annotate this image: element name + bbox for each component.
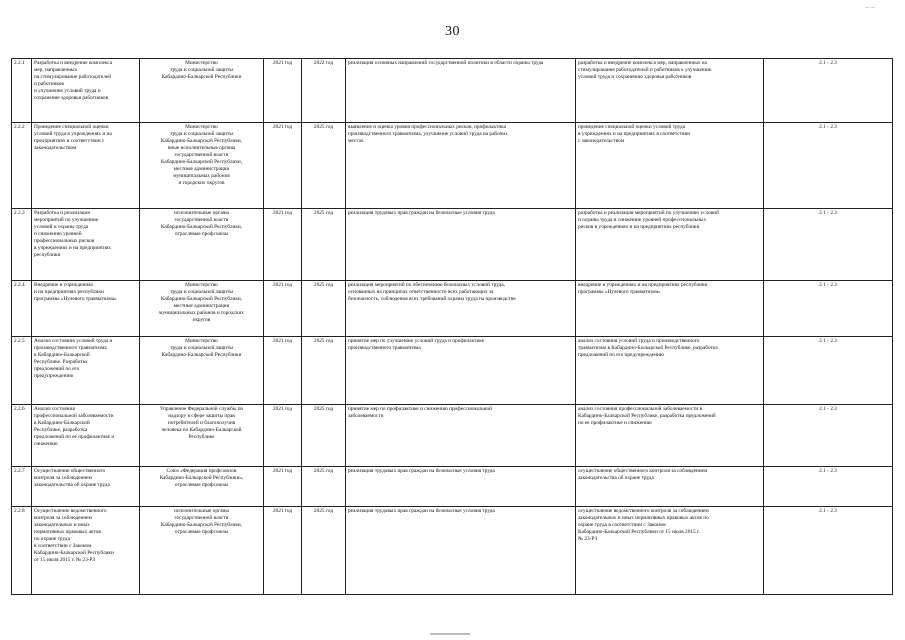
result-cell: анализ состояния условий труда и производственного травматизма в Кабардино-Балкарской Республике, разработка предложений по его предупреждению <box>576 337 764 405</box>
indicators-cell: 2.1 - 2.3 <box>764 123 893 209</box>
indicators-cell: 2.1 - 2.3 <box>764 467 893 507</box>
indicators-cell: 2.1 - 2.3 <box>764 209 893 281</box>
result-cell: разработка и внедрение комплекса мер, направленных на стимулирование работодателей и работников к улучшению условий труда и сохранению здоровья работников <box>576 59 764 123</box>
end-year-cell: 2022 год <box>302 59 346 123</box>
start-year-cell: 2021 год <box>264 337 302 405</box>
start-year-cell: 2021 год <box>264 59 302 123</box>
measure-cell: Осуществление общественного контроля за соблюдением законодательства об охране труда <box>32 467 140 507</box>
start-year-cell: 2021 год <box>264 281 302 337</box>
row-number: 2.2.1 <box>12 59 32 123</box>
direction-cell: принятие мер по профилактике и снижению профессиональной заболеваемости <box>346 405 576 467</box>
table-row <box>12 209 893 281</box>
measures-table <box>11 58 893 595</box>
measure-cell: Осуществление ведомственного контроля за соблюдением законодательных и иных нормативных правовых актов по охране труда в соответствии с Законом Кабардино-Балкарской Республики от 15 июля 2015 г. № 23-РЗ <box>32 507 140 595</box>
indicators-cell: 2.1 - 2.3 <box>764 507 893 595</box>
table-row <box>12 467 893 507</box>
table-row <box>12 507 893 595</box>
direction-cell: реализация основных направлений государственной политики в области охраны труда <box>346 59 576 123</box>
executor-cell: Министерство труда и социальной защиты Кабардино-Балкарской Республики, местные администрации муниципальных районов и городских округов <box>140 281 264 337</box>
page-number: 30 <box>445 24 460 39</box>
table-row <box>12 337 893 405</box>
table-row <box>12 281 893 337</box>
direction-cell: выявление и оценка уровня профессиональных рисков, профилактика производственного травматизма, улучшение условий труда на рабочих местах <box>346 123 576 209</box>
indicators-cell: 2.1 - 2.3 <box>764 281 893 337</box>
end-year-cell: 2025 год <box>302 209 346 281</box>
start-year-cell: 2021 год <box>264 467 302 507</box>
measure-cell: Разработка и реализация мероприятий по улучшению условий и охраны труда и снижению уровней профессиональных рисков в учреждениях и на предприятиях республики <box>32 209 140 281</box>
measure-cell: Проведение специальной оценки условий труда в учреждениях и на предприятиях в соответствии с законодательством <box>32 123 140 209</box>
executor-cell: исполнительные органы государственной власти Кабардино-Балкарской Республики, отраслевые профсоюзы <box>140 507 264 595</box>
row-number: 2.2.4 <box>12 281 32 337</box>
result-cell: внедрение в учреждениях и на предприятиях республики программы «Нулевого травматизма» <box>576 281 764 337</box>
row-number: 2.2.2 <box>12 123 32 209</box>
direction-cell: реализация трудовых прав граждан на безопасные условия труда <box>346 209 576 281</box>
start-year-cell: 2021 год <box>264 123 302 209</box>
measure-cell: Анализ состояния условий труда и производственного травматизма в Кабардино-Балкарской Республике. Разработка предложений по его предупреждению <box>32 337 140 405</box>
measure-cell: Внедрение в учреждениях и на предприятиях республики программы «Нулевого травматизма» <box>32 281 140 337</box>
result-cell: осуществление общественного контроля за соблюдением законодательства об охране труда <box>576 467 764 507</box>
result-cell: анализ состояния профессиональной заболеваемости в Кабардино-Балкарской Республике, разработка предложений по ее профилактике и снижению <box>576 405 764 467</box>
end-year-cell: 2025 год <box>302 405 346 467</box>
measure-cell: Анализ состояния профессиональной заболеваемости в Кабардино-Балкарской Республике, разработка предложений по ее профилактике и снижению <box>32 405 140 467</box>
measure-cell: Разработка и внедрение комплекса мер, направленных на стимулирование работодателей и работников и улучшение условий труда и сохранение здоровья работников <box>32 59 140 123</box>
start-year-cell: 2021 год <box>264 405 302 467</box>
end-year-cell: 2025 год <box>302 123 346 209</box>
end-year-cell: 2025 год <box>302 467 346 507</box>
end-year-cell: 2025 год <box>302 507 346 595</box>
indicators-cell: 2.1 - 2.3 <box>764 337 893 405</box>
direction-cell: реализация мероприятий по обеспечению безопасных условий труда, основанных на принципах ответственности всех работающих за безопасность, соблюдения всех требований охраны труда на производстве <box>346 281 576 337</box>
executor-cell: Министерство труда и социальной защиты Кабардино-Балкарской Республики <box>140 337 264 405</box>
end-year-cell: 2025 год <box>302 337 346 405</box>
executor-cell: Министерство труда и социальной защиты Кабардино-Балкарской Республики, иные исполнительные органы государственной власти Кабардино-Балкарской Республики, местные администрации муниципальных районов и городских округов <box>140 123 264 209</box>
row-number: 2.2.6 <box>12 405 32 467</box>
footer-scan-mark <box>430 633 470 635</box>
direction-cell: реализация трудовых прав граждан на безопасные условия труда <box>346 507 576 595</box>
row-number: 2.2.8 <box>12 507 32 595</box>
table-row <box>12 405 893 467</box>
table-row <box>12 59 893 123</box>
start-year-cell: 2021 год <box>264 209 302 281</box>
result-cell: разработка и реализация мероприятий по улучшению условий и охраны труда и снижению уровней профессиональных рисков в учреждениях и на предприятиях республики <box>576 209 764 281</box>
row-number: 2.2.5 <box>12 337 32 405</box>
row-number: 2.2.3 <box>12 209 32 281</box>
result-cell: проведение специальной оценки условий труда в учреждениях и на предприятиях в соответствии с законодательством <box>576 123 764 209</box>
executor-cell: Союз «Федерация профсоюзов Кабардино-Балкарской Республики», отраслевые профсоюзы <box>140 467 264 507</box>
result-cell: осуществление ведомственного контроля за соблюдением законодательных и иных нормативных правовых актов по охране труда в соответствии с Законом Кабардино-Балкарской Республики от 15 июля 2015 г. № 23-РЗ <box>576 507 764 595</box>
executor-cell: Министерство труда и социальной защиты Кабардино-Балкарской Республики <box>140 59 264 123</box>
executor-cell: исполнительные органы государственной власти Кабардино-Балкарской Республики, отраслевые профсоюзы <box>140 209 264 281</box>
indicators-cell: 2.1 - 2.3 <box>764 59 893 123</box>
direction-cell: реализация трудовых прав граждан на безопасные условия труда <box>346 467 576 507</box>
row-number: 2.2.7 <box>12 467 32 507</box>
table-row <box>12 123 893 209</box>
direction-cell: принятие мер по улучшению условий труда и профилактике производственного травматизма <box>346 337 576 405</box>
end-year-cell: 2025 год <box>302 281 346 337</box>
start-year-cell: 2021 год <box>264 507 302 595</box>
executor-cell: Управление Федеральной службы по надзору в сфере защиты прав потребителей и благополучия человека по Кабардино-Балкарской Республике <box>140 405 264 467</box>
indicators-cell: 2.1 - 2.3 <box>764 405 893 467</box>
corner-mark: _ _ <box>865 0 875 9</box>
